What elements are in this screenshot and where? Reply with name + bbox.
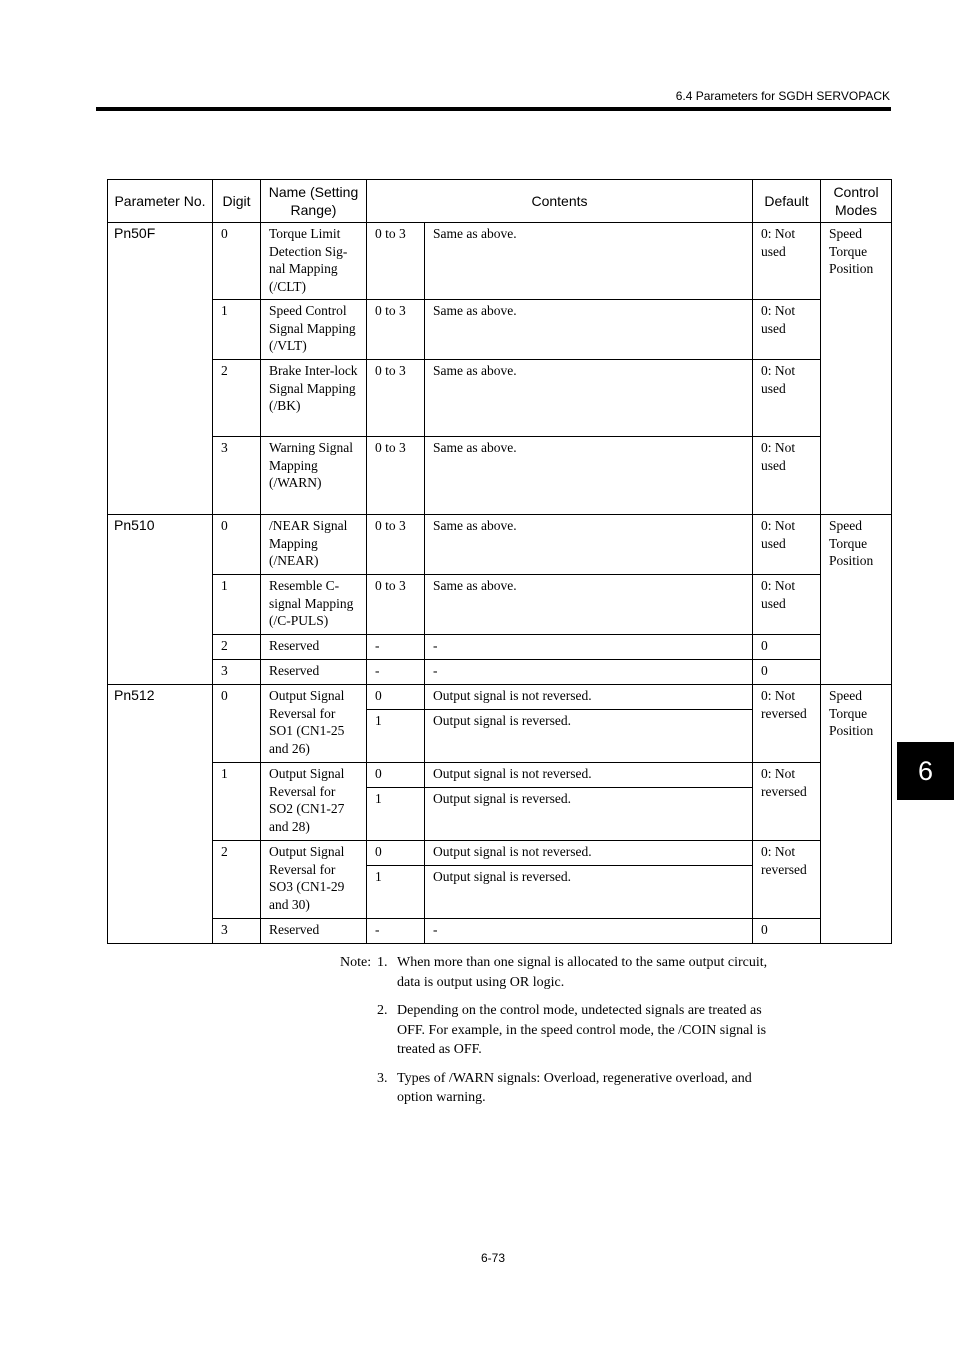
- table-row: [108, 763, 892, 788]
- setting-value-cell: 0: [367, 685, 425, 710]
- name-cell: Warning Signal Mapping (/WARN): [261, 437, 367, 515]
- setting-range-cell: 0 to 3: [367, 515, 425, 575]
- table-row: [108, 635, 892, 660]
- control-modes-cell: Speed Torque Position: [821, 685, 892, 944]
- contents-cell: Output signal is reversed.: [425, 710, 753, 763]
- note-text: Depending on the control mode, undetected signals are treated as OFF. For example, in the speed control mode, the /COIN signal is treated as OFF.: [397, 1003, 767, 1057]
- default-cell: 0: Not used: [753, 223, 821, 300]
- setting-range-cell: 0 to 3: [367, 360, 425, 437]
- digit-cell: 1: [213, 575, 261, 635]
- setting-range-cell: 0 to 3: [367, 300, 425, 360]
- setting-value-cell: 1: [367, 710, 425, 763]
- setting-value-cell: 0: [367, 841, 425, 866]
- default-cell: 0: Not reversed: [753, 841, 821, 919]
- contents-cell: Same as above.: [425, 360, 753, 437]
- name-cell: Speed Control Signal Mapping (/VLT): [261, 300, 367, 360]
- digit-cell: 0: [213, 685, 261, 763]
- name-cell: Output Signal Reversal for SO2 (CN1-27 and 28): [261, 763, 367, 841]
- note-lead: Note:: [340, 955, 372, 970]
- section-header: 6.4 Parameters for SGDH SERVOPACK: [675, 89, 890, 103]
- default-cell: 0: [753, 635, 821, 660]
- parameter-number: Pn510: [108, 515, 213, 685]
- contents-cell: Output signal is reversed.: [425, 788, 753, 841]
- chapter-tab: 6: [897, 742, 954, 800]
- header-rule: [96, 107, 891, 111]
- table-row: [108, 841, 892, 866]
- setting-range-cell: -: [367, 660, 425, 685]
- contents-cell: Output signal is not reversed.: [425, 763, 753, 788]
- col-header-contents: Contents: [367, 180, 753, 223]
- setting-range-cell: 0 to 3: [367, 223, 425, 300]
- parameter-number: Pn512: [108, 685, 213, 944]
- contents-cell: Output signal is reversed.: [425, 866, 753, 919]
- digit-cell: 2: [213, 360, 261, 437]
- contents-cell: -: [425, 919, 753, 944]
- note-item: [340, 953, 790, 992]
- col-header-name: Name (Setting Range): [261, 180, 367, 223]
- name-cell: Output Signal Reversal for SO1 (CN1-25 and 26): [261, 685, 367, 763]
- table-row: [108, 223, 892, 300]
- contents-cell: -: [425, 660, 753, 685]
- digit-cell: 2: [213, 635, 261, 660]
- name-cell: Resemble C-signal Mapping (/C-PULS): [261, 575, 367, 635]
- default-cell: 0: Not reversed: [753, 763, 821, 841]
- setting-range-cell: -: [367, 919, 425, 944]
- name-cell: /NEAR Signal Mapping (/NEAR): [261, 515, 367, 575]
- table-row: [108, 360, 892, 437]
- digit-cell: 2: [213, 841, 261, 919]
- col-header-parameter-no: Parameter No.: [108, 180, 213, 223]
- name-cell: Torque Limit Detection Sig-nal Mapping (/CLT): [261, 223, 367, 300]
- note-item: [340, 1001, 790, 1060]
- control-modes-cell: Speed Torque Position: [821, 515, 892, 685]
- setting-value-cell: 1: [367, 788, 425, 841]
- table-row: [108, 300, 892, 360]
- default-cell: 0: Not used: [753, 515, 821, 575]
- default-cell: 0: Not reversed: [753, 685, 821, 763]
- table-row: [108, 515, 892, 575]
- page-number: 6-73: [480, 1251, 506, 1265]
- digit-cell: 0: [213, 515, 261, 575]
- col-header-control-modes: Control Modes: [821, 180, 892, 223]
- name-cell: Brake Inter-lock Signal Mapping (/BK): [261, 360, 367, 437]
- table-header-row: [108, 180, 892, 223]
- note-number: 1.: [377, 955, 388, 970]
- table-row: [108, 660, 892, 685]
- digit-cell: 3: [213, 660, 261, 685]
- digit-cell: 0: [213, 223, 261, 300]
- default-cell: 0: [753, 660, 821, 685]
- setting-value-cell: 0: [367, 763, 425, 788]
- control-modes-cell: Speed Torque Position: [821, 223, 892, 515]
- digit-cell: 3: [213, 437, 261, 515]
- setting-range-cell: 0 to 3: [367, 575, 425, 635]
- table-row: [108, 919, 892, 944]
- col-header-digit: Digit: [213, 180, 261, 223]
- default-cell: 0: Not used: [753, 360, 821, 437]
- setting-value-cell: 1: [367, 866, 425, 919]
- table-row: [108, 685, 892, 710]
- note-number: 3.: [377, 1070, 388, 1086]
- digit-cell: 3: [213, 919, 261, 944]
- note-text: Types of /WARN signals: Overload, regenerative overload, and option warning.: [397, 1070, 752, 1105]
- default-cell: 0: Not used: [753, 300, 821, 360]
- digit-cell: 1: [213, 300, 261, 360]
- note-number: 2.: [377, 1003, 388, 1018]
- setting-range-cell: -: [367, 635, 425, 660]
- table-body: [108, 223, 892, 944]
- default-cell: 0: Not used: [753, 437, 821, 515]
- name-cell: Reserved: [261, 635, 367, 660]
- col-header-default: Default: [753, 180, 821, 223]
- notes-section: [340, 953, 790, 1117]
- name-cell: Reserved: [261, 919, 367, 944]
- contents-cell: Output signal is not reversed.: [425, 841, 753, 866]
- contents-cell: -: [425, 635, 753, 660]
- parameter-table: [107, 179, 892, 944]
- default-cell: 0: Not used: [753, 575, 821, 635]
- contents-cell: Output signal is not reversed.: [425, 685, 753, 710]
- contents-cell: Same as above.: [425, 515, 753, 575]
- default-cell: 0: [753, 919, 821, 944]
- table-row: [108, 437, 892, 515]
- setting-range-cell: 0 to 3: [367, 437, 425, 515]
- contents-cell: Same as above.: [425, 437, 753, 515]
- contents-cell: Same as above.: [425, 575, 753, 635]
- table-row: [108, 575, 892, 635]
- contents-cell: Same as above.: [425, 300, 753, 360]
- name-cell: Output Signal Reversal for SO3 (CN1-29 and 30): [261, 841, 367, 919]
- note-text: When more than one signal is allocated to the same output circuit, data is output using OR logic.: [397, 955, 768, 990]
- digit-cell: 1: [213, 763, 261, 841]
- name-cell: Reserved: [261, 660, 367, 685]
- contents-cell: Same as above.: [425, 223, 753, 300]
- parameter-number: Pn50F: [108, 223, 213, 515]
- note-item: [340, 1069, 790, 1108]
